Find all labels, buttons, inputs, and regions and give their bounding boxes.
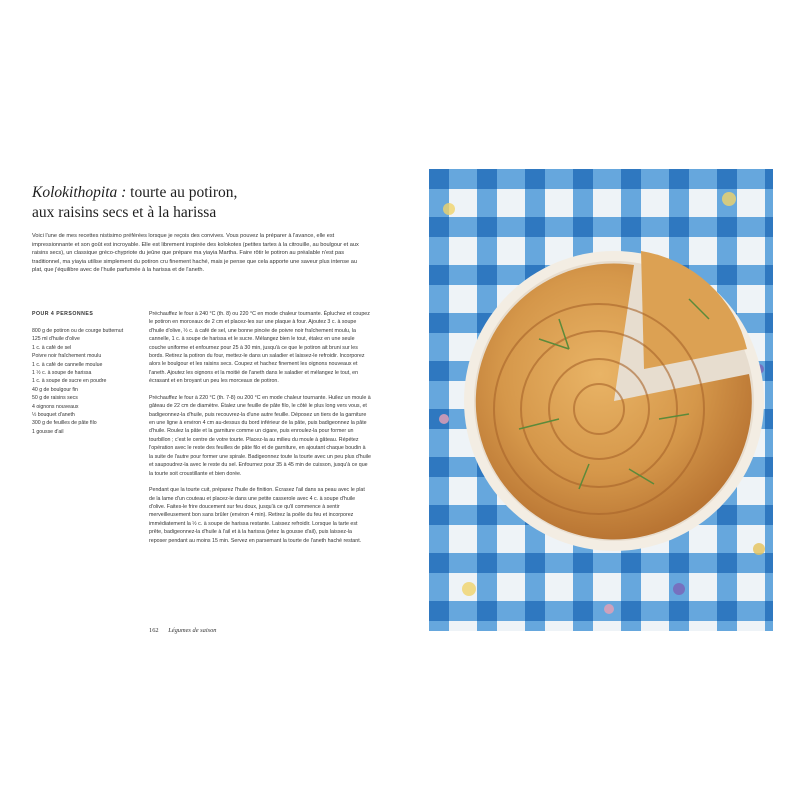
pie-photo [429, 169, 773, 631]
ingredient-item: 1 c. à café de cannelle moulue [32, 361, 103, 368]
method-step: Préchauffez le four à 220 °C (th. 7-8) ou 200 °C en mode chaleur tournante. Huilez un moule à gâteau de 22 cm de diamètre. Étalez une feuille de pâte filo, le côté le plus long vers vous, et badigeonnez-la d'huile, puis recouvrez-la d'une autre feuille. Déposez un tiers de la garniture en une ligne à environ 4 cm au-dessus du bord inférieur de la pâte, puis badigeonnez la pâte d'huile. Roulez la pâte et la garniture comme un cigare, puis enroulez-la pour former un tourbillon ; c'est le centre de votre tourte. Placez-la au milieu du moule à gâteau. Répétez l'opération avec le reste des feuilles de pâte filo et de garniture, en ajoutant chaque boudin à la suite de l'autre pour former une spirale. Badigeonnez toute la tourte avec un peu plus d'huile et saupoudrez-la avec le reste du sel. Enfournez pour 35 à 45 min de cuisson, jusqu'à ce que la tourte soit croustillante et bien dorée. [149, 394, 371, 477]
ingredient-item: ½ bouquet d'aneth [32, 412, 75, 419]
ingredient-item: 300 g de feuilles de pâte filo [32, 420, 97, 427]
recipe-title-rest: tourte au potiron, [126, 184, 238, 201]
recipe-title-italic: Kolokithopita : [32, 184, 127, 201]
recipe-title-line2: aux raisins secs et à la harissa [32, 204, 217, 221]
recipe-intro: Voici l'une de mes recettes nistisimo préférées lorsque je reçois des convives. Vous pouvez la préparer à l'avance, elle est impressionnante et son goût est incroyable. Elle est librement inspirée des kolokotes (petites tartes à la citrouille, au boulgour et aux raisins secs), un classique gréco-chypriote du jeûne que prépare ma yiayia Martha. Faire rôtir le potiron au préalable n'est pas traditionnel, ma yiayia utilise simplement du potiron cru finement haché, mais je pense que cela apporte une saveur plus intense au plat, que j'équilibre avec de l'huile parfumée à la harissa et de l'aneth. [32, 233, 359, 274]
ingredient-list [32, 327, 142, 436]
method-steps [149, 310, 371, 553]
ingredient-item: 800 g de potiron ou de courge butternut [32, 328, 124, 334]
ingredient-item: 1 c. à café de sel [32, 344, 72, 351]
method-step: Préchauffez le four à 240 °C (th. 8) ou 220 °C en mode chaleur tournante. Épluchez et coupez le potiron en morceaux de 2 cm et placez-les sur une plaque à four. Ajoutez 3 c. à soupe d'huile d'olive, ½ c. à café de sel, une bonne pincée de poivre noir fraîchement moulu, la cannelle, 1 c. à soupe de harissa et le sucre. Mélangez bien le tout, étalez en une seule couche uniforme et enfournez pour 25 à 30 min, jusqu'à ce que le potiron ait bruni sur les bords. Retirez la potiron du four, mettez-le dans un saladier et laissez-le refroidir. Incorporez alors le boulgour et les raisins secs. Coupez et hachez finement les oignons nouveaux et l'aneth. Ajoutez les oignons et la moitié de l'aneth dans le saladier et mélangez le tout, en écrasant et en broyant un peu les morceaux de potiron. [149, 311, 370, 385]
page-number: 162 [149, 627, 159, 634]
ingredient-item: 50 g de raisins secs [32, 395, 78, 402]
page-footer [149, 627, 217, 634]
ingredient-item: 125 ml d'huile d'olive [32, 336, 80, 343]
recipe-title [32, 183, 372, 223]
ingredient-item: 1 gousse d'ail [32, 428, 64, 435]
ingredient-item: 40 g de boulgour fin [32, 386, 78, 393]
ingredient-item: 1 c. à soupe de sucre en poudre [32, 378, 107, 385]
serves-label: POUR 4 PERSONNES [32, 311, 94, 317]
ingredient-item: 4 oignons nouveaux [32, 403, 79, 410]
method-step: Pendant que la tourte cuit, préparez l'huile de finition. Écrasez l'ail dans sa peau avec le plat de la lame d'un couteau et placez-le dans une petite casserole avec 4 c. à soupe d'huile d'olive. Faites-le frire doucement sur feu doux, jusqu'à ce qu'il commence à sentir merveilleusement bon sans brûler (environ 4 min). Retirez la poêle du feu et incorporez immédiatement la ½ c. à soupe de harissa restante. Laissez refroidir. Lorsque la tarte est prête, badigeonnez-la d'huile à l'ail et à la harissa (jetez la gousse d'ail), puis laissez-la reposer pendant au moins 15 min. Servez en parsemant la tourte de l'aneth haché restant. [149, 487, 365, 544]
ingredient-item: Poivre noir fraîchement moulu [32, 353, 102, 360]
ingredient-item: 1 ½ c. à soupe de harissa [32, 370, 92, 377]
section-title: Légumes de saison [168, 627, 217, 634]
spiral-filo-pie-icon [429, 169, 773, 631]
